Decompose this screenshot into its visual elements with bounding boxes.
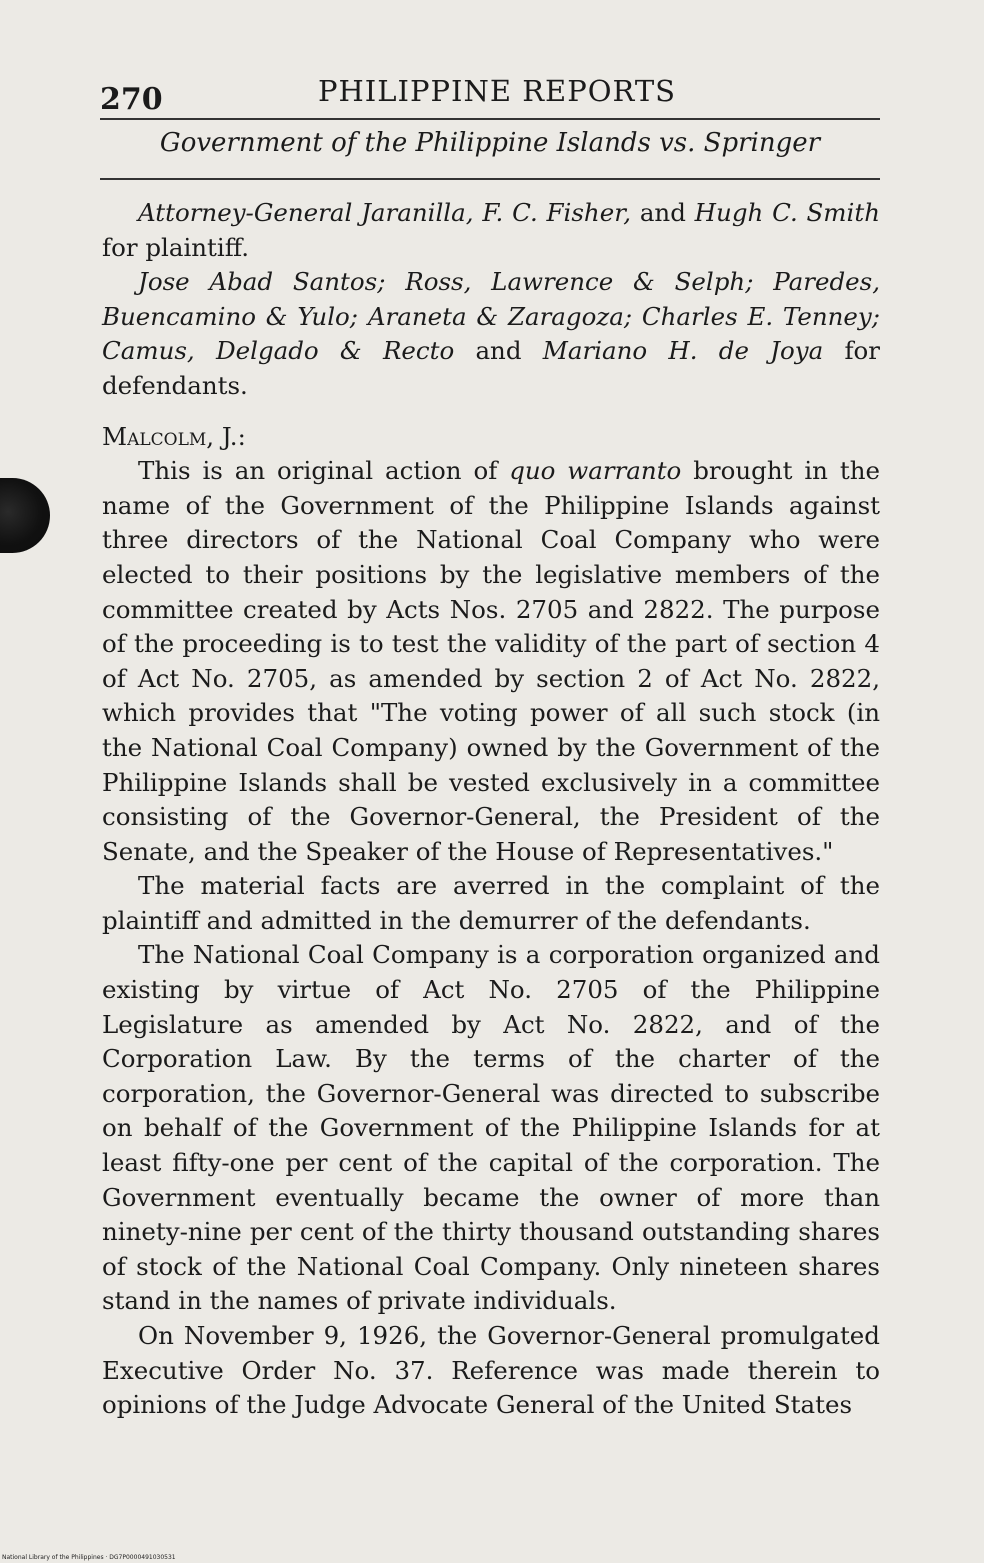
paragraph-2: The material facts are averred in the complaint of the plaintiff and admitted in the demurrer of the defendants.	[102, 871, 880, 935]
header-rule-bottom	[100, 178, 880, 180]
defendants-and: and	[454, 336, 543, 366]
running-title: PHILIPPINE REPORTS	[318, 74, 677, 108]
header-rule-top	[100, 118, 880, 120]
plaintiff-counsel-last: Hugh C. Smith	[694, 198, 880, 227]
paragraph-4: On November 9, 1926, the Governor-General promulgated Executive Order No. 37. Reference was made therein to opinions of the Judge Advocate General of the United States	[102, 1321, 880, 1420]
judge-name: Malcolm, J.:	[102, 421, 246, 451]
defendants-suffix: for defendants.	[102, 336, 880, 400]
paragraph-1	[102, 454, 880, 869]
case-title: Government of the Philippine Islands vs. Springer	[159, 128, 821, 158]
plaintiff-and: and	[639, 198, 695, 227]
page-number: 270	[100, 82, 163, 117]
counsel-plaintiff	[102, 196, 880, 265]
paragraph-1-rest: brought in the name of the Government of the Philippine Islands against three directors of the National Coal Company who were elected to their positions by the legislative members of the committee created by Acts Nos. 2705 and 2822. The purpose of the proceeding is to test the validity of the part of section 4 of Act No. 2705, as amended by section 2 of Act No. 2822, which provides that "The voting power of all such stock (in the National Coal Company) owned by the Government of the Philippine Islands shall be vested exclusively in a committee consisting of the Governor-General, the President of the Senate, and the Speaker of the House of Representatives."	[102, 456, 880, 866]
paragraph-1-italic: quo warranto	[509, 456, 682, 486]
binding-shadow	[0, 478, 50, 553]
plaintiff-counsel-names: Attorney-General Jaranilla, F. C. Fisher,	[138, 198, 640, 227]
counsel-defendants	[102, 265, 880, 403]
paragraph-1-start: This is an original action of	[138, 456, 510, 486]
defendants-counsel-names: Jose Abad Santos; Ross, Lawrence & Selph; Paredes, Buencamino & Yulo; Araneta & Zaragoza; Charles E. Tenney; Camus, Delgado & Recto	[102, 267, 880, 366]
footer-credit: National Library of the Philippines · DG7P0000491030531	[2, 1554, 176, 1561]
paragraph-3: The National Coal Company is a corporation organized and existing by virtue of Act No. 2705 of the Philippine Legislature as amended by Act No. 2822, and of the Corporation Law. By the terms of the charter of the corporation, the Governor-General was directed to subscribe on behalf of the Government of the Philippine Islands for at least fifty-one per cent of the capital of the corporation. The Government eventually became the owner of more than ninety-nine per cent of the thirty thousand outstanding shares of stock of the National Coal Company. Only nineteen shares stand in the names of private individuals.	[102, 940, 880, 1316]
document-body	[102, 196, 880, 1423]
plaintiff-suffix: for plaintiff.	[102, 232, 250, 262]
defendants-counsel-last: Mariano H. de Joya	[542, 336, 824, 366]
